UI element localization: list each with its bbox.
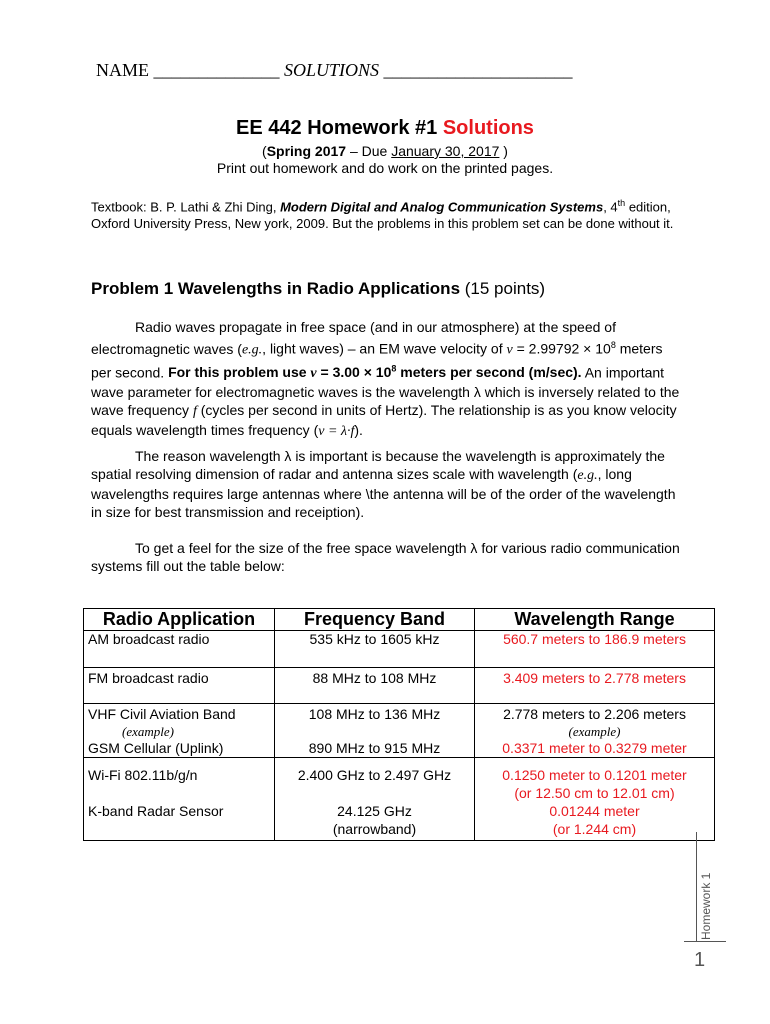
name-label: NAME (96, 60, 149, 80)
app-text: VHF Civil Aviation Band (88, 706, 236, 722)
p1-eg: e.g. (241, 342, 263, 358)
cell-range: 560.7 meters to 186.9 meters (475, 631, 715, 668)
paragraph-1 (91, 318, 681, 441)
paragraph-3 (91, 539, 681, 575)
textbook-rest: edition, Oxford University Press, New york, 2009. But the problems in this problem set can be done without it. (91, 199, 674, 232)
cell-application: AM broadcast radio (84, 631, 275, 668)
name-value: SOLUTIONS (284, 60, 380, 80)
cell-application: FM broadcast radio (84, 668, 275, 704)
header-application: Radio Application (84, 609, 275, 631)
name-blank-2: _____________________ (383, 60, 573, 80)
app-text: Wi-Fi 802.11b/g/n (88, 767, 198, 783)
table-row (84, 631, 715, 668)
page-number-divider (684, 941, 726, 942)
p1-f: f (192, 404, 197, 420)
problem-title (91, 279, 545, 299)
p1-eq: v = λ·f (318, 424, 355, 440)
range-text: 2.778 meters to 2.206 meters (503, 706, 686, 722)
cell-application (84, 758, 275, 841)
textbook-note (91, 195, 681, 232)
subtitle-term: Spring 2017 (266, 143, 347, 159)
p1-t7: ). (354, 422, 363, 439)
header-frequency: Frequency Band (275, 609, 475, 631)
header-wavelength: Wavelength Range (475, 609, 715, 631)
p1-bv: v (310, 366, 317, 382)
band-text: 890 MHz to 915 MHz (308, 740, 441, 756)
cell-band: 535 kHz to 1605 kHz (275, 631, 475, 668)
name-blank-1: ______________ (153, 60, 280, 80)
app-text: K-band Radar Sensor (88, 803, 224, 819)
subtitle-open: ( (262, 143, 267, 159)
table-row (84, 668, 715, 704)
footer-divider (696, 832, 697, 942)
range-text: (or 1.244 cm) (552, 821, 637, 837)
p1-exp1: 8 (610, 340, 616, 350)
page-number: 1 (694, 949, 706, 971)
p1-t6: (cycles per second in units of Hertz). The relationship is as you know velocity equals wavelength times frequency ( (91, 402, 677, 439)
range-text: 0.3371 meter to 0.3279 meter (502, 740, 687, 756)
cell-band: 88 MHz to 108 MHz (275, 668, 475, 704)
p1-b1: For this problem use (168, 364, 311, 381)
p1-t3: = 2.99792 × 10 (512, 340, 611, 357)
textbook-prefix: Textbook: B. P. Lathi & Zhi Ding, (91, 199, 281, 215)
example-label: (example) (122, 724, 174, 739)
range-text: 0.1250 meter to 0.1201 meter (502, 767, 687, 783)
table-header-row (84, 609, 715, 631)
p1-v: v (506, 342, 513, 358)
paragraph-2 (91, 447, 681, 521)
footer-label: Homework 1 (699, 872, 713, 940)
range-text: (or 12.50 cm to 12.01 cm) (514, 785, 675, 801)
table-row (84, 704, 715, 758)
band-text: 108 MHz to 136 MHz (308, 706, 441, 722)
subtitle-close: ) (499, 143, 508, 159)
cell-band (275, 758, 475, 841)
due-date: January 30, 2017 (391, 143, 500, 159)
subtitle (0, 143, 770, 159)
band-text: 2.400 GHz to 2.497 GHz (297, 767, 452, 783)
p1-b2: = 3.00 × 10 (316, 364, 392, 381)
p1-t1: Radio waves propagate in free space (and in our atmosphere) at the speed of electromagnetic waves ( (91, 319, 616, 357)
cell-range (475, 758, 715, 841)
problem-points: (15 points) (464, 279, 546, 298)
textbook-edition-sup: th (617, 198, 626, 208)
cell-application (84, 704, 275, 758)
textbook-title: Modern Digital and Analog Communication Systems (280, 199, 604, 215)
cell-band (275, 704, 475, 758)
p1-t4: meters per second. (91, 340, 663, 381)
p1-bexp: 8 (391, 363, 397, 374)
p2-eg: e.g. (577, 468, 598, 483)
p2-t1: The reason wavelength λ is important is because the wavelength is approximately the spatial resolving dimension of radar and antenna sizes scale with wavelength ( (91, 448, 665, 482)
range-text: 0.01244 meter (549, 803, 640, 819)
page-title (0, 117, 770, 140)
band-text: 24.125 GHz (337, 803, 412, 819)
subtitle-dash: – Due (346, 143, 392, 159)
example-label: (example) (568, 724, 621, 739)
p1-t2: , light waves) – an EM wave velocity of (262, 340, 507, 357)
title-solutions: Solutions (442, 117, 534, 139)
p1-b3: meters per second (m/sec). (396, 364, 582, 381)
p3-text: To get a feel for the size of the free space wavelength λ for various radio communication systems fill out the table below: (91, 540, 680, 574)
cell-range: 3.409 meters to 2.778 meters (475, 668, 715, 704)
table-row (84, 758, 715, 841)
band-text: (narrowband) (332, 821, 417, 837)
textbook-edition: , 4 (603, 199, 618, 215)
wavelength-table (83, 608, 715, 841)
p2-t2: , long wavelengths requires large antennas where \the antenna will be of the order of the wavelength in size for best transmission and receiption). (91, 466, 676, 520)
cell-range (475, 704, 715, 758)
app-text: GSM Cellular (Uplink) (88, 740, 224, 756)
title-main: EE 442 Homework #1 (236, 117, 438, 139)
name-line (96, 60, 573, 81)
instructions: Print out homework and do work on the printed pages. (216, 160, 554, 176)
p1-t5: An important wave parameter for electromagnetic waves is the wavelength λ which is inversely related to the wave frequency (91, 364, 680, 419)
problem-title-text: Problem 1 Wavelengths in Radio Applications (91, 279, 461, 298)
